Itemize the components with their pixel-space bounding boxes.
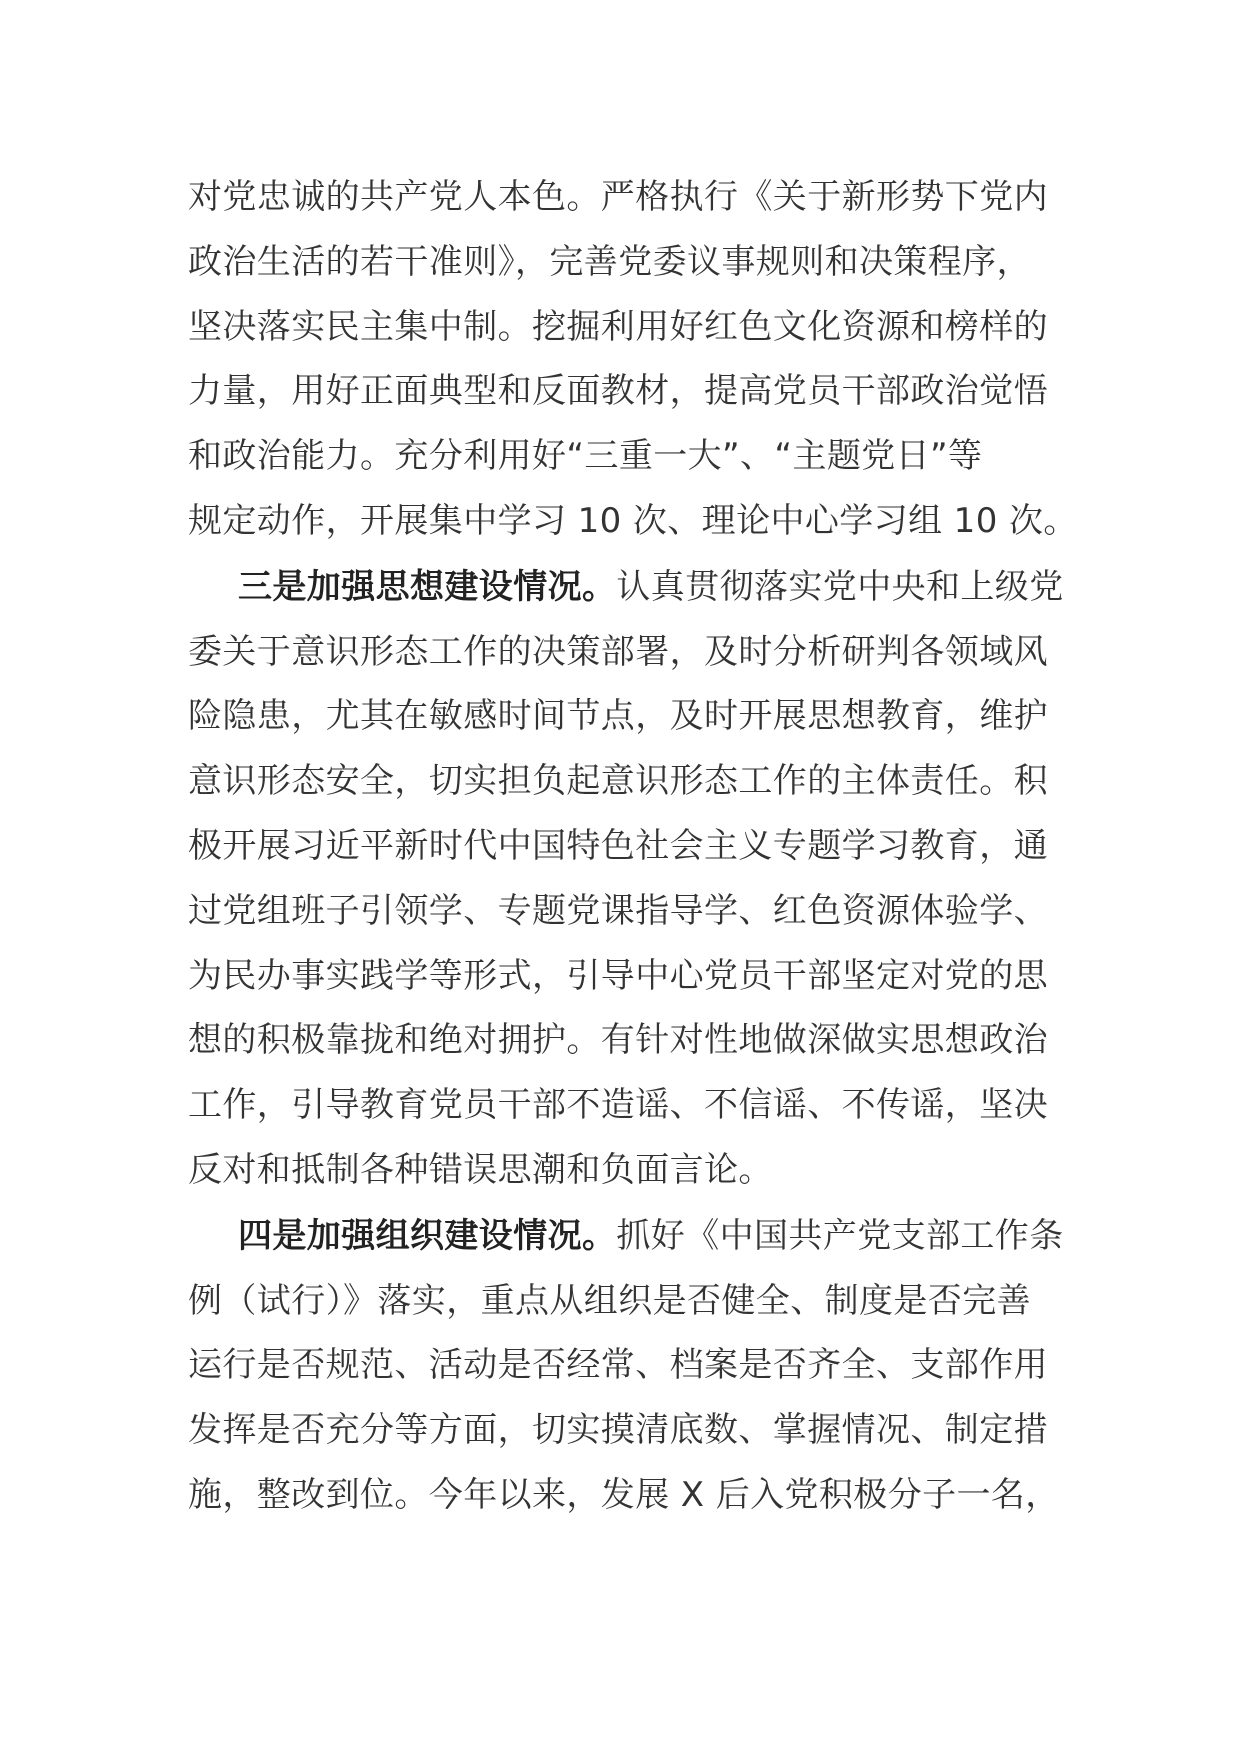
text-line: 政治生活的若干准则》，完善党委议事规则和决策程序，	[188, 241, 1031, 282]
text-line: 发挥是否充分等方面，切实摸清底数、掌握情况、制定措	[188, 1410, 1048, 1451]
text-line: 想的积极靠拢和绝对拥护。有针对性地做深做实思想政治	[188, 1020, 1048, 1061]
text-run: 抓好《中国共产党支部工作条	[616, 1215, 1064, 1256]
paragraph-3	[188, 1204, 1064, 1528]
paragraph-2	[188, 555, 1064, 1203]
text-line: 规定动作，开展集中学习 10 次、理论中心学习组 10 次。	[188, 500, 1078, 541]
text-line: 险隐患，尤其在敏感时间节点，及时开展思想教育，维护	[188, 696, 1048, 737]
text-line: 意识形态安全，切实担负起意识形态工作的主体责任。积	[188, 761, 1048, 802]
text-line: 施，整改到位。今年以来，发展 X 后入党积极分子一名，	[188, 1474, 1060, 1515]
text-line: 委关于意识形态工作的决策部署，及时分析研判各领域风	[188, 631, 1048, 672]
text-line: 坚决落实民主集中制。挖掘利用好红色文化资源和榜样的	[188, 306, 1048, 347]
paragraph-heading: 三是加强思想建设情况。	[238, 566, 617, 607]
paragraph-heading: 四是加强组织建设情况。	[238, 1215, 617, 1256]
text-line: 反对和抵制各种错误思潮和负面言论。	[188, 1149, 773, 1190]
paragraph-first-line	[188, 1204, 1064, 1269]
text-run: 认真贯彻落实党中央和上级党	[616, 566, 1064, 607]
paragraph-first-line	[188, 555, 1064, 620]
text-line: 例（试行）》落实，重点从组织是否健全、制度是否完善	[188, 1280, 1031, 1321]
text-line: 运行是否规范、活动是否经常、档案是否齐全、支部作用	[188, 1345, 1048, 1386]
text-line: 对党忠诚的共产党人本色。严格执行《关于新形势下党内	[188, 177, 1048, 217]
paragraph-1	[188, 165, 1078, 554]
text-line: 过党组班子引领学、专题党课指导学、红色资源体验学、	[188, 890, 1048, 931]
text-line: 极开展习近平新时代中国特色社会主义专题学习教育，通	[188, 825, 1048, 866]
document-body	[188, 165, 1078, 1528]
text-line: 为民办事实践学等形式，引导中心党员干部坚定对党的思	[188, 955, 1048, 996]
text-line: 工作，引导教育党员干部不造谣、不信谣、不传谣，坚决	[188, 1085, 1048, 1126]
text-line: 力量，用好正面典型和反面教材，提高党员干部政治觉悟	[188, 371, 1048, 412]
text-line: 和政治能力。充分利用好“三重一大”、“主题党日”等	[188, 436, 983, 477]
